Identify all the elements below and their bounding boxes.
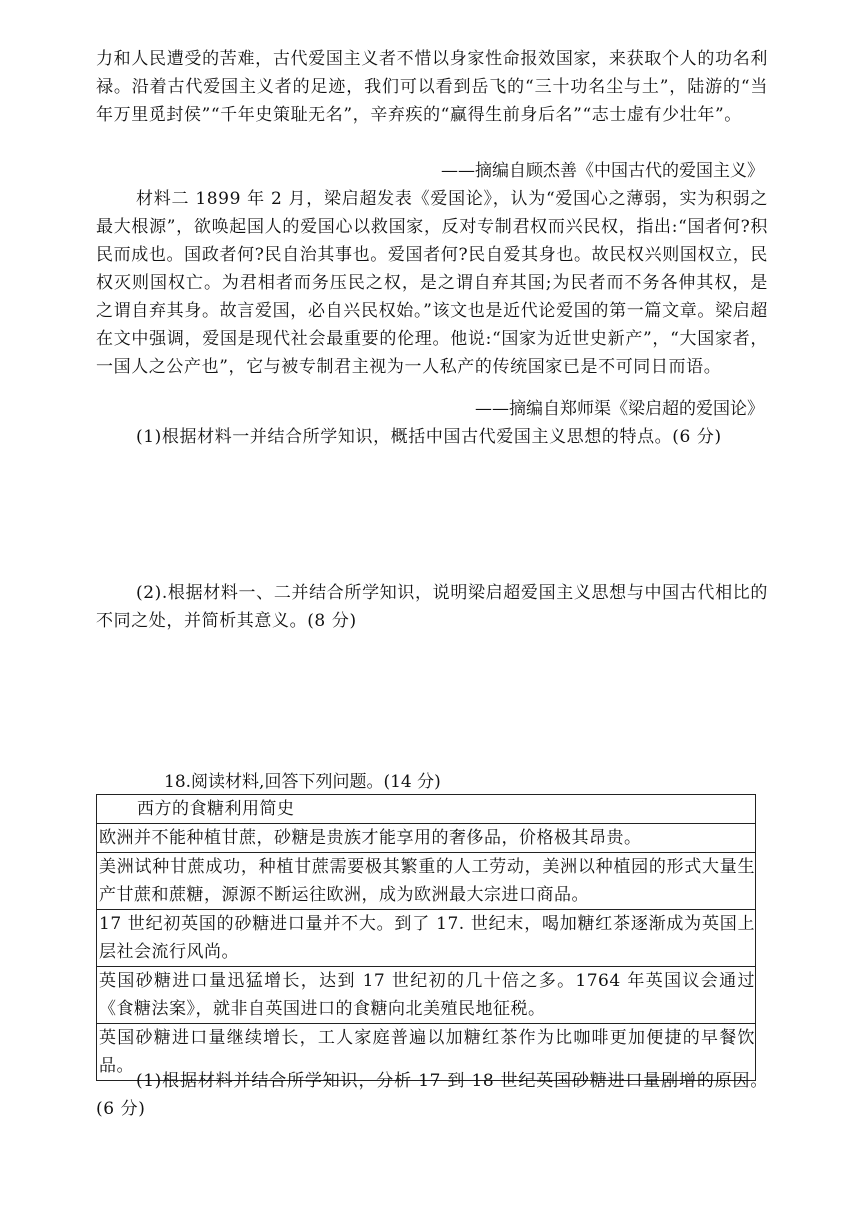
- table-row: [97, 967, 756, 1024]
- question-2: (2).根据材料一、二并结合所学知识，说明梁启超爱国主义思想与中国古代相比的不同之处，并简析其意义。(8 分): [96, 583, 768, 631]
- material1-source: ——摘编自顾杰善《中国古代的爱国主义》: [441, 161, 764, 181]
- table-title: 西方的食糖利用简史: [97, 795, 756, 824]
- material2-source: ——摘编自郑师渠《梁启超的爱国论》: [475, 399, 764, 419]
- question-18-1: (1)根据材料并结合所学知识，分析 17 到 18 世纪英国砂糖进口量剧增的原因。(6 分): [96, 1071, 768, 1119]
- sugar-history-table: [96, 794, 756, 1081]
- table-cell: 17 世纪初英国的砂糖进口量并不大。到了 17. 世纪末，喝加糖红茶逐渐成为英国上层社会流行风尚。: [97, 910, 756, 967]
- table-cell: 英国砂糖进口量继续增长，工人家庭普遍以加糖红茶作为比咖啡更加便捷的早餐饮品。: [97, 1024, 756, 1081]
- table-cell: 欧洲并不能种植甘蔗，砂糖是贵族才能享用的奢侈品，价格极其昂贵。: [97, 824, 756, 853]
- table-cell: 英国砂糖进口量迅猛增长，达到 17 世纪初的几十倍之多。1764 年英国议会通过《食糖法案》，就非自英国进口的食糖向北美殖民地征税。: [97, 967, 756, 1024]
- material2-text: 材料二 1899 年 2 月，梁启超发表《爱国论》，认为“爱国心之薄弱，实为积弱之最大根源”，欲唤起国人的爱国心以救国家，反对专制君权而兴民权，指出:“国者何?积民而成也。国政者何?民自治其事也。爱国者何?民自爱其身也。故民权兴则国权立，民权灭则国权亡。为君相者而务压民之权，是之谓自弃其国;为民者而不务各伸其权，是之谓自弃其身。故言爱国，必自兴民权始。”该文也是近代论爱国的第一篇文章。梁启超在文中强调，爱国是现代社会最重要的伦理。他说:“国家为近世史新产”，“大国家者，一国人之公产也”，它与被专制君主视为一人私产的传统国家已是不可同日而语。: [96, 189, 768, 377]
- table-row: [97, 910, 756, 967]
- table-row: [97, 824, 756, 853]
- question-18-heading: 18.阅读材料,回答下列问题。(14 分): [164, 772, 441, 792]
- material1-text: 力和人民遭受的苦难，古代爱国主义者不惜以身家性命报效国家，来获取个人的功名利禄。沿着古代爱国主义者的足迹，我们可以看到岳飞的“三十功名尘与土”，陆游的“当年万里觅封侯”“千年史策耻无名”，辛弃疾的“赢得生前身后名”“志士虚有少壮年”。: [96, 49, 768, 125]
- table-row: [97, 795, 756, 824]
- table-row: [97, 853, 756, 910]
- table-cell: 美洲试种甘蔗成功，种植甘蔗需要极其繁重的人工劳动，美洲以种植园的形式大量生产甘蔗和蔗糖，源源不断运往欧洲，成为欧洲最大宗进口商品。: [97, 853, 756, 910]
- question-1: (1)根据材料一并结合所学知识，概括中国古代爱国主义思想的特点。(6 分): [136, 427, 722, 447]
